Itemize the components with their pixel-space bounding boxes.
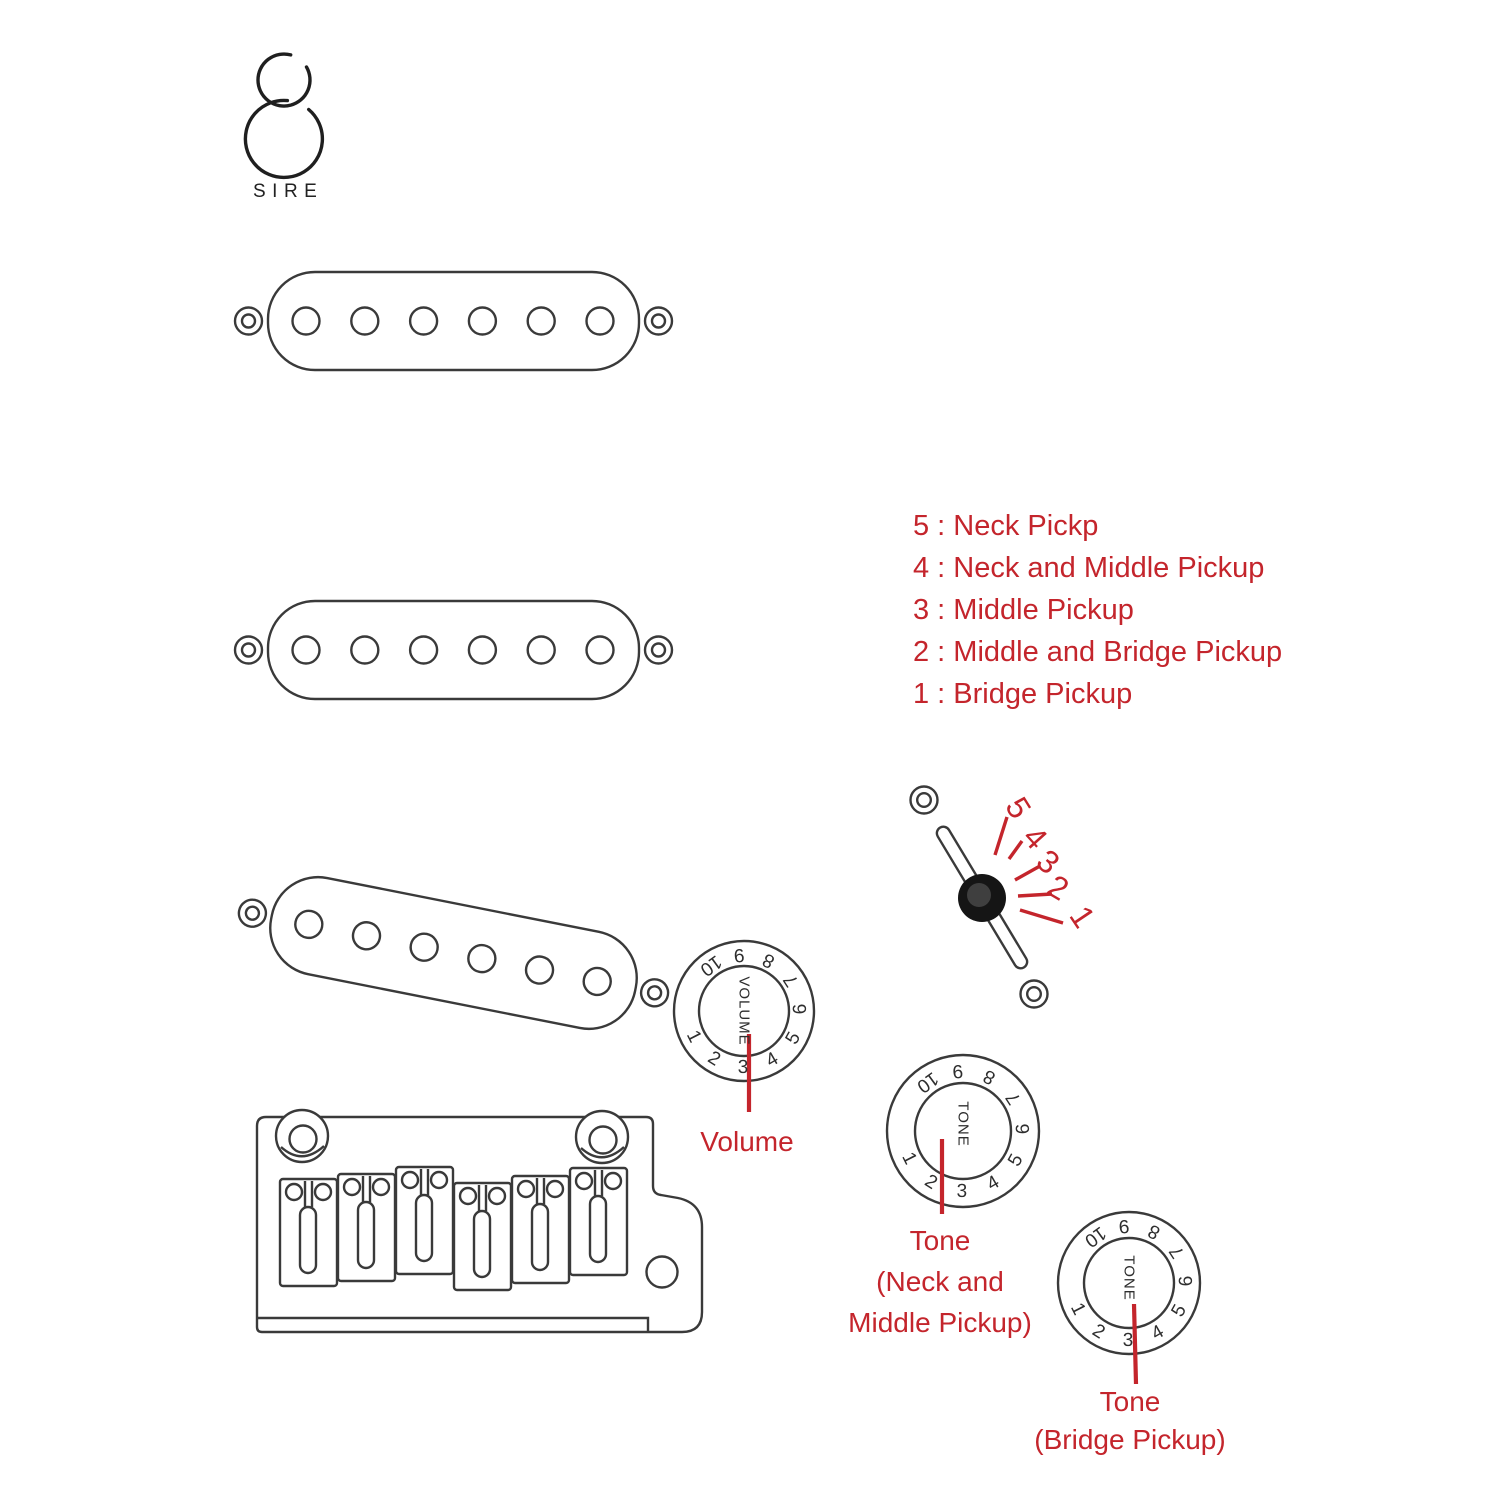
knob-number: 1 <box>681 1027 706 1047</box>
knob-number: 8 <box>980 1064 999 1089</box>
bridge-saddle <box>280 1179 337 1286</box>
knob-number: 2 <box>920 1170 941 1195</box>
selector-legend <box>913 505 1282 715</box>
bridge-pickup-drawing <box>230 862 678 1043</box>
bridge-saddle <box>570 1168 627 1275</box>
knob-number: 3 <box>1122 1329 1134 1352</box>
knob-number: 5 <box>1167 1301 1192 1321</box>
sire-wordmark: SIRE <box>253 181 324 202</box>
knob-number: 6 <box>789 1003 812 1015</box>
knob-number: 10 <box>1080 1221 1110 1252</box>
tremolo-bridge-drawing <box>257 1110 702 1332</box>
middle-pickup-drawing <box>235 601 672 699</box>
switch-position-2: 2 <box>1041 867 1075 908</box>
tone-neck-middle-label-line3: Middle Pickup) <box>848 1307 1032 1338</box>
knob-number: 3 <box>737 1056 749 1079</box>
knob-number: 1 <box>1066 1299 1090 1319</box>
tone-bridge-callout-line <box>1134 1304 1136 1384</box>
tone-bridge-knob-word: TONE <box>1120 1255 1138 1301</box>
knob-number: 9 <box>732 943 746 966</box>
knob-number: 2 <box>1088 1320 1109 1344</box>
legend-line: 4 : Neck and Middle Pickup <box>913 552 1265 584</box>
legend-line: 2 : Middle and Bridge Pickup <box>913 636 1283 668</box>
switch-position-5: 5 <box>998 790 1039 825</box>
bridge-saddle <box>512 1176 569 1283</box>
legend-line: 3 : Middle Pickup <box>913 594 1134 626</box>
knob-number: 5 <box>781 1028 806 1049</box>
volume-knob-word: VOLUME <box>735 976 753 1046</box>
sire-logo-mark <box>245 54 322 177</box>
bridge-front-edge <box>258 1318 648 1331</box>
knob-number: 8 <box>1144 1219 1164 1244</box>
tone-neck-middle-label-line2: (Neck and <box>876 1266 1004 1297</box>
tone-neck-middle-label <box>848 1220 1032 1343</box>
knob-number: 9 <box>1117 1214 1131 1237</box>
volume-label: Volume <box>700 1126 794 1157</box>
bridge-post-left <box>276 1110 328 1162</box>
bridge-saddle <box>396 1167 453 1274</box>
knob-number: 2 <box>704 1047 725 1071</box>
legend-line: 5 : Neck Pickp <box>913 510 1099 542</box>
switch-position-4: 4 <box>1016 819 1055 857</box>
tone-bridge-label-line1: Tone <box>1099 1386 1161 1417</box>
bridge-tremolo-arm-hole <box>647 1257 678 1288</box>
knob-number: 7 <box>1165 1241 1189 1262</box>
bridge-saddle <box>454 1183 511 1290</box>
knob-number: 7 <box>779 970 804 991</box>
knob-number: 8 <box>759 948 779 972</box>
switch-position-1: 1 <box>1062 899 1103 935</box>
knob-number: 5 <box>1004 1150 1028 1171</box>
knob-number: 9 <box>951 1059 964 1082</box>
knob-number: 4 <box>762 1048 783 1072</box>
switch-position-3: 3 <box>1029 842 1067 882</box>
knob-number: 10 <box>696 950 726 980</box>
knob-number: 4 <box>1147 1321 1168 1345</box>
knob-number: 4 <box>983 1171 1004 1196</box>
knob-number: 10 <box>912 1067 943 1097</box>
bridge-saddle <box>338 1174 395 1281</box>
tone-bridge-label-line2: (Bridge Pickup) <box>1034 1424 1226 1455</box>
knob-number: 7 <box>1002 1087 1026 1109</box>
tone-neck-middle-knob-word: TONE <box>954 1101 972 1147</box>
tone-bridge-label <box>1034 1383 1225 1459</box>
tone-neck-middle-label-line1: Tone <box>909 1225 971 1256</box>
knob-number: 1 <box>897 1148 921 1168</box>
knob-number: 6 <box>1012 1123 1035 1135</box>
bridge-post-right <box>576 1111 628 1163</box>
neck-pickup-drawing <box>235 272 672 370</box>
knob-number: 3 <box>956 1180 968 1203</box>
knob-number: 6 <box>1175 1275 1198 1287</box>
legend-line: 1 : Bridge Pickup <box>913 678 1133 710</box>
